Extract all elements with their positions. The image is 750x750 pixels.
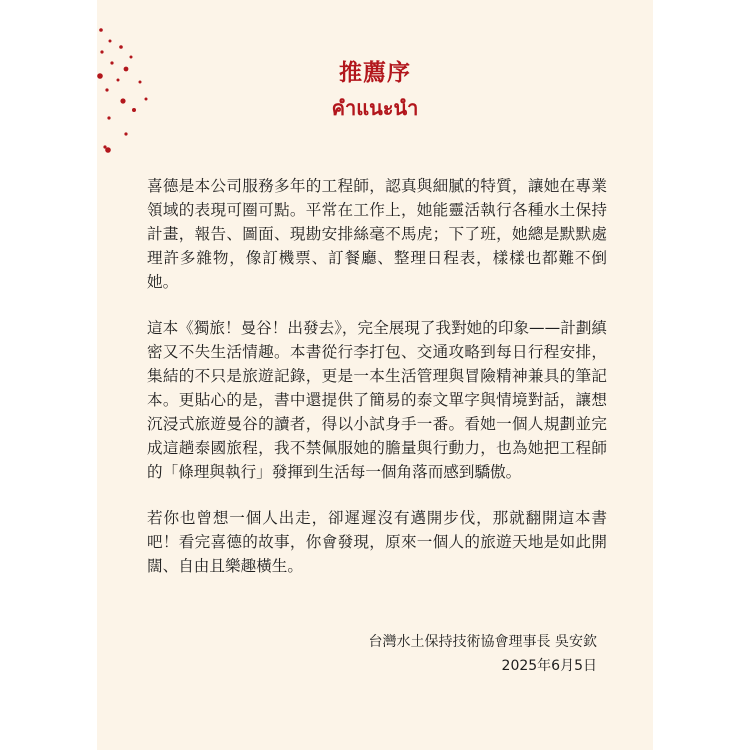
signature-block [369, 630, 597, 678]
preface-page [97, 0, 653, 750]
preface-title-thai: คำแนะนำ [331, 96, 419, 120]
signature-date: 2025年6月5日 [501, 658, 597, 674]
preface-body [147, 174, 607, 600]
paragraph-2: 這本《獨旅！曼谷！出發去》，完全展現了我對她的印象——計劃縝密又不失生活情趣。本書從行李打包、交通攻略到每日行程安排，集結的不只是旅遊記錄，更是一本生活管理與冒險精神兼具的筆記本。更貼心的是，書中還提供了簡易的泰文單字與情境對話，讓想沉浸式旅遊曼谷的讀者，得以小試身手一番。看她一個人規劃並完成這趟泰國旅程，我不禁佩服她的膽量與行動力，也為她把工程師的「條理與執行」發揮到生活每一個角落而感到驕傲。 [147, 319, 608, 481]
signature-name: 台灣水土保持技術協會理事長 吳安欽 [368, 634, 597, 650]
paragraph-3: 若你也曾想一個人出走，卻遲遲沒有邁開步伐，那就翻開這本書吧！看完喜德的故事，你會發現，原來一個人的旅遊天地是如此開闊、自由且樂趣橫生。 [147, 509, 607, 575]
paragraph-1: 喜德是本公司服務多年的工程師，認真與細膩的特質，讓她在專業領域的表現可圈可點。平常在工作上，她能靈活執行各種水土保持計畫，報告、圖面、現勘安排絲毫不馬虎；下了班，她總是默默處理許多雜物，像訂機票、訂餐廳、整理日程表，樣樣也都難不倒她。 [147, 177, 607, 291]
preface-title: 推薦序 [339, 60, 411, 86]
